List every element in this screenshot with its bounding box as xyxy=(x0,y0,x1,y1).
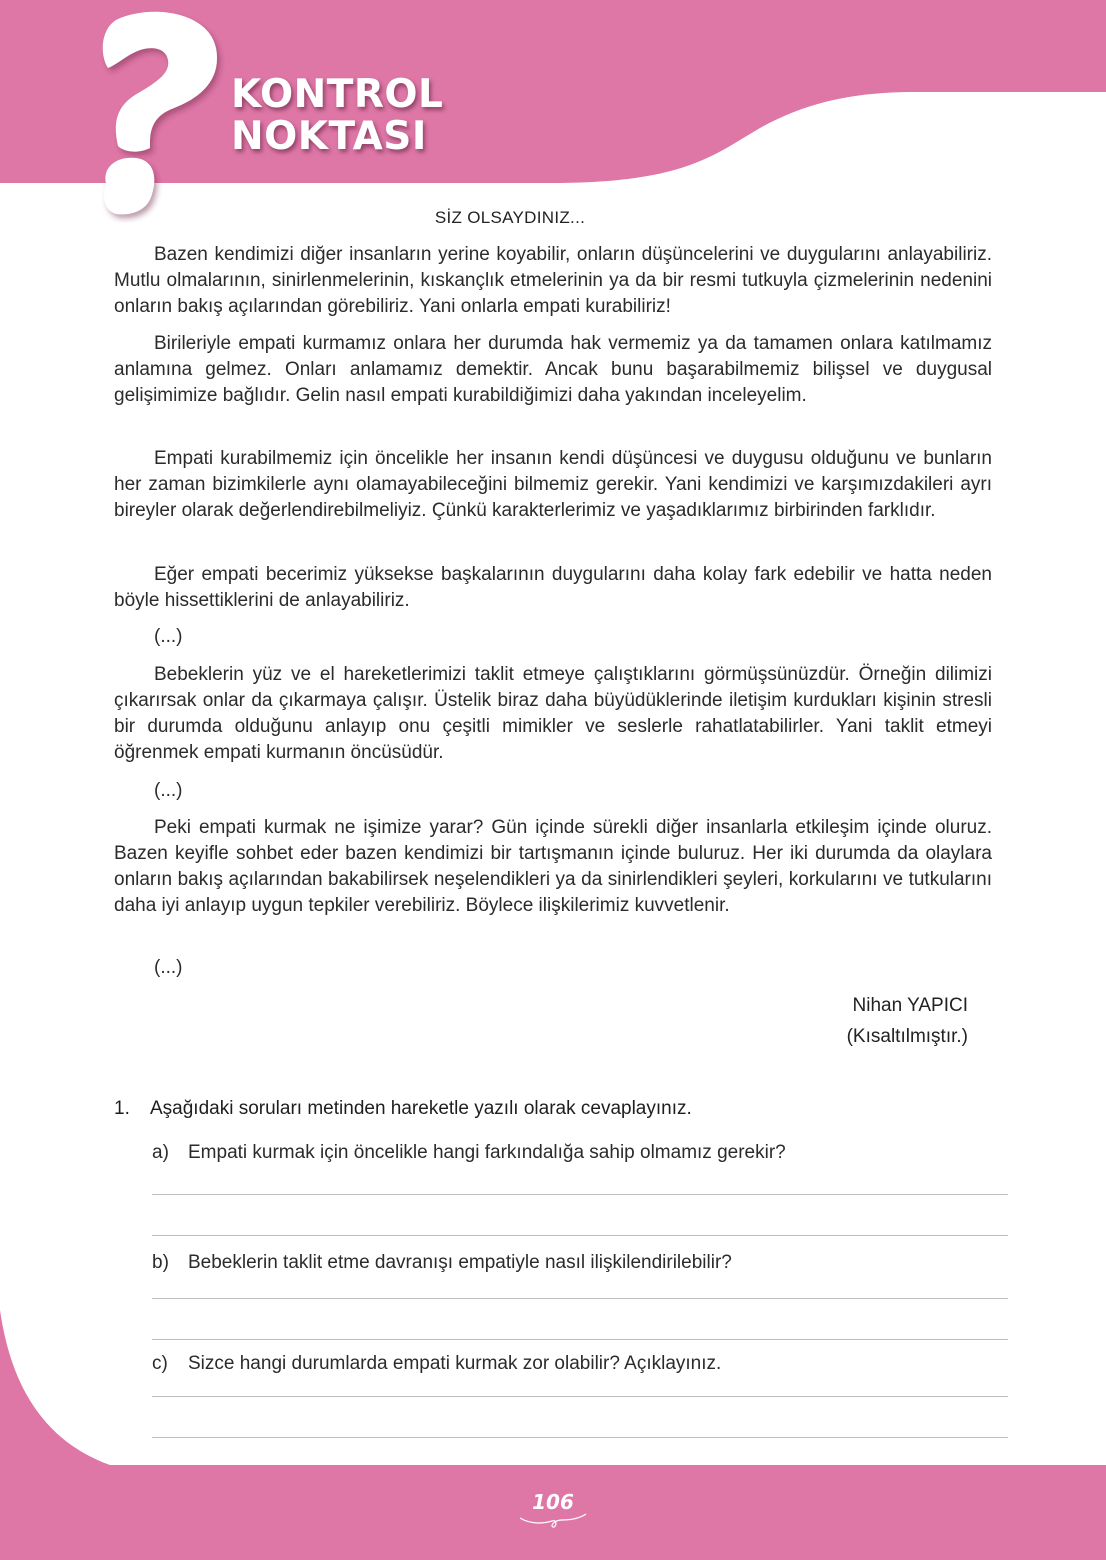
source-note: (Kısaltılmıştır.) xyxy=(846,1026,968,1047)
answer-line-b2[interactable] xyxy=(152,1339,1008,1340)
swirl-ornament-icon xyxy=(518,1512,588,1532)
paragraph: Bazen kendimizi diğer insanların yerine koyabilir, onların düşüncelerini ve duygularını anlayabiliriz. Mutlu olmalarının, sinirlenmelerinin, kıskançlık etmelerinin ya da bir resmi tutkuyla çizmelerinin nedenini onların bakış açılarından görebiliriz. Yani onlarla empati kurabiliriz! xyxy=(114,244,992,317)
heading-line-2: NOKTASI xyxy=(231,114,427,159)
question-text: Aşağıdaki soruları metinden hareketle yazılı olarak cevaplayınız. xyxy=(150,1098,692,1119)
page-number: 106 xyxy=(532,1490,574,1514)
heading-line-1: KONTROL xyxy=(231,72,444,117)
answer-line-c2[interactable] xyxy=(152,1437,1008,1438)
question-mark-icon xyxy=(88,8,228,223)
author-name: Nihan YAPICI xyxy=(852,995,968,1016)
omission-mark: (...) xyxy=(154,780,183,801)
section-heading xyxy=(231,74,443,158)
paragraph: Bebeklerin yüz ve el hareketlerimizi taklit etmeye çalıştıklarını görmüşsünüzdür. Örneğin dilimizi çıkarırsak onlar da çıkarmaya çalışır. Üstelik biraz daha büyüdüklerinde iletişim kurdukları kişinin stresli bir durumda olduğunu anlayıp onu çeşitli mimikler ve seslerle rahatlatabilirler. Yani taklit etmeyi öğrenmek empati kurmanın öncüsüdür. xyxy=(114,664,992,763)
sub-question-b: b) Bebeklerin taklit etme davranışı empatiyle nasıl ilişkilendirilebilir? xyxy=(152,1252,732,1273)
paragraph: Birileriyle empati kurmamız onlara her durumda hak vermemiz ya da tamamen onlara katılmamız anlamına gelmez. Onları anlamamız demektir. Ancak bunu başarabilmemiz bilişsel ve duygusal gelişimimize bağlıdır. Gelin nasıl empati kurabildiğimizi daha yakından inceleyelim. xyxy=(114,333,992,406)
paragraph: Eğer empati becerimiz yüksekse başkalarının duygularını daha kolay fark edebilir ve hatta neden böyle hissettiklerini de anlayabiliriz. xyxy=(114,564,992,611)
question-number: 1. xyxy=(114,1098,130,1119)
article-title: SİZ OLSAYDINIZ... xyxy=(434,208,586,227)
sub-question-a: a) Empati kurmak için öncelikle hangi farkındalığa sahip olmamız gerekir? xyxy=(152,1142,786,1163)
paragraph: Empati kurabilmemiz için öncelikle her insanın kendi düşüncesi ve duygusu olduğunu ve bunların her zaman bizimkilerle aynı olamayabileceğini bilmemiz gerekir. Yani kendimizi ve karşımızdakileri ayrı bireyler olarak değerlendirebilmeliyiz. Çünkü karakterlerimiz ve yaşadıklarımız birbirinden farklıdır. xyxy=(114,448,992,521)
paragraph: Peki empati kurmak ne işimize yarar? Gün içinde sürekli diğer insanlarla etkileşim içinde oluruz. Bazen keyifle sohbet eder bazen kendimizi bir tartışmanın içinde buluruz. Her iki durumda da olaylara onların bakış açılarından bakabilirsek neşelendikleri ya da sinirlendikleri şeyleri, korkularını ve tutkularını daha iyi anlayıp uygun tepkiler verebiliriz. Böylece ilişkilerimiz kuvvetlenir. xyxy=(114,817,992,916)
question-prompt xyxy=(114,1098,692,1120)
answer-line-a2[interactable] xyxy=(152,1235,1008,1236)
answer-line-b1[interactable] xyxy=(152,1298,1008,1299)
answer-line-a1[interactable] xyxy=(152,1194,1008,1195)
omission-mark: (...) xyxy=(154,957,183,978)
omission-mark: (...) xyxy=(154,626,183,647)
answer-line-c1[interactable] xyxy=(152,1396,1008,1397)
sub-question-c: c) Sizce hangi durumlarda empati kurmak zor olabilir? Açıklayınız. xyxy=(152,1353,722,1374)
